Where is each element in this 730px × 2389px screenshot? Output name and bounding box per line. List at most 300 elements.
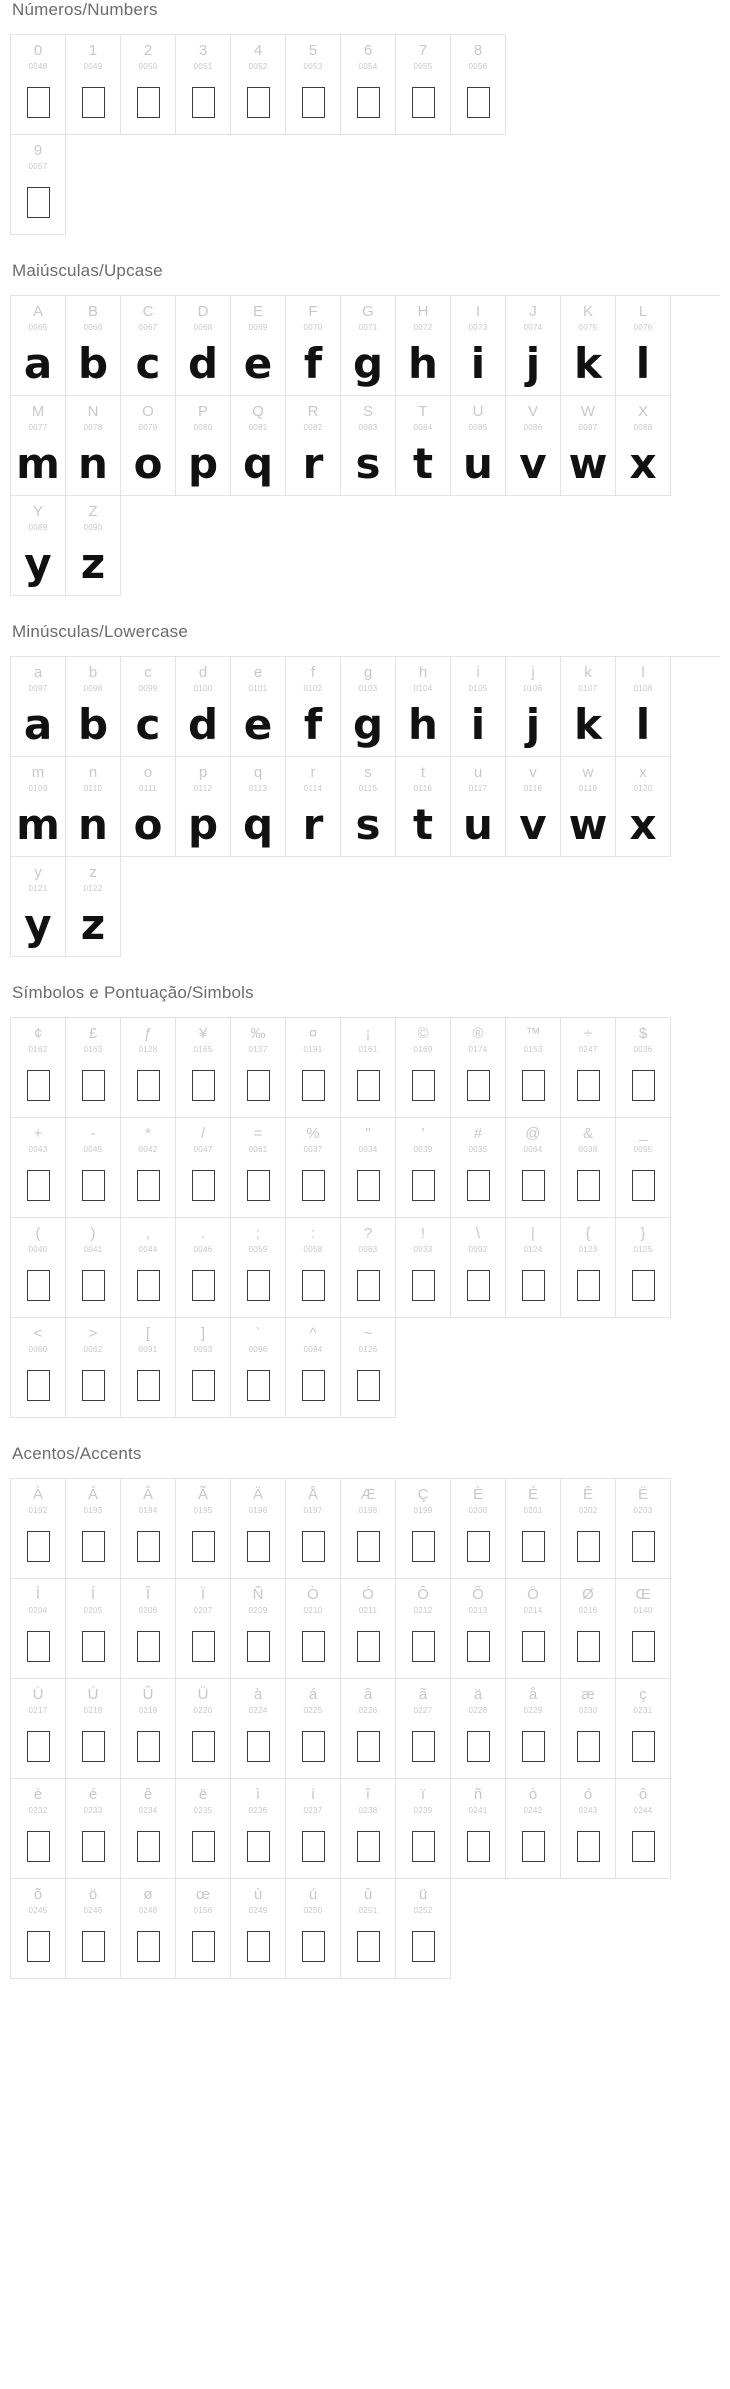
glyph-cell[interactable] <box>176 1118 231 1218</box>
glyph-cell[interactable] <box>561 657 616 757</box>
notdef-box-icon <box>137 1170 160 1201</box>
notdef-box-icon <box>357 1831 380 1862</box>
glyph-preview <box>231 1054 285 1117</box>
glyph-cell[interactable] <box>341 1679 396 1779</box>
glyph-cell[interactable] <box>66 1218 121 1318</box>
glyph-rendered: w <box>568 799 608 849</box>
glyph-cell[interactable] <box>341 1018 396 1118</box>
glyph-cell[interactable] <box>341 1218 396 1318</box>
glyph-preview <box>66 1054 120 1117</box>
glyph-cell[interactable] <box>66 1479 121 1579</box>
glyph-cell[interactable] <box>341 1579 396 1679</box>
glyph-preview <box>396 793 450 856</box>
glyph-code-label: 0069 <box>248 323 268 332</box>
notdef-box-icon <box>577 1270 600 1301</box>
glyph-cell[interactable] <box>121 1779 176 1879</box>
glyph-cell[interactable] <box>121 1318 176 1418</box>
glyph-cell[interactable] <box>451 1779 506 1879</box>
glyph-cell[interactable] <box>506 657 561 757</box>
glyph-cell[interactable] <box>176 396 231 496</box>
glyph-char-label: P <box>197 403 208 420</box>
glyph-cell[interactable] <box>506 1218 561 1318</box>
glyph-cell[interactable] <box>561 1679 616 1779</box>
glyph-preview <box>231 1815 285 1878</box>
glyph-cell[interactable] <box>121 35 176 135</box>
glyph-cell[interactable] <box>561 1118 616 1218</box>
glyph-code-label: 0056 <box>468 62 488 71</box>
glyph-cell[interactable] <box>176 1879 231 1979</box>
glyph-cell[interactable] <box>11 1118 66 1218</box>
glyph-cell[interactable] <box>11 657 66 757</box>
glyph-cell[interactable] <box>286 1479 341 1579</box>
glyph-char-label: Æ <box>360 1486 376 1503</box>
glyph-code-label: 0077 <box>28 423 48 432</box>
glyph-char-label: î <box>365 1786 371 1803</box>
glyph-cell[interactable] <box>66 296 121 396</box>
notdef-box-icon <box>632 1170 655 1201</box>
glyph-preview <box>396 1915 450 1978</box>
glyph-cell[interactable] <box>231 35 286 135</box>
glyph-cell[interactable] <box>451 35 506 135</box>
glyph-rendered: l <box>635 699 651 749</box>
glyph-code-label: 0224 <box>248 1706 268 1715</box>
glyph-char-label: < <box>33 1325 43 1342</box>
glyph-char-label: ñ <box>473 1786 483 1803</box>
glyph-code-label: 0064 <box>523 1145 543 1154</box>
glyph-code-label: 0100 <box>193 684 213 693</box>
glyph-cell[interactable] <box>286 1118 341 1218</box>
glyph-preview <box>616 1054 670 1117</box>
notdef-box-icon <box>247 1370 270 1401</box>
glyph-cell[interactable] <box>506 1679 561 1779</box>
glyph-cell[interactable] <box>396 1118 451 1218</box>
glyph-cell[interactable] <box>396 1479 451 1579</box>
glyph-cell[interactable] <box>396 1779 451 1879</box>
glyph-code-label: 0084 <box>413 423 433 432</box>
glyph-preview <box>506 1154 560 1217</box>
glyph-rendered: q <box>242 438 274 488</box>
notdef-box-icon <box>82 1531 105 1562</box>
glyph-cell[interactable] <box>451 1679 506 1779</box>
notdef-box-icon <box>577 1531 600 1562</box>
glyph-cell[interactable] <box>506 1779 561 1879</box>
glyph-code-label: 0121 <box>28 884 48 893</box>
glyph-cell[interactable] <box>451 1118 506 1218</box>
glyph-cell[interactable] <box>451 657 506 757</box>
glyph-preview <box>451 693 505 756</box>
glyph-preview <box>121 1615 175 1678</box>
notdef-box-icon <box>82 1831 105 1862</box>
glyph-char-label: û <box>363 1886 373 1903</box>
glyph-char-label: H <box>417 303 429 320</box>
glyph-cell[interactable] <box>231 1018 286 1118</box>
glyph-char-label: Ü <box>197 1686 209 1703</box>
glyph-cell[interactable] <box>341 657 396 757</box>
glyph-rendered: z <box>80 538 106 588</box>
glyph-cell[interactable] <box>121 396 176 496</box>
glyph-preview <box>286 1354 340 1417</box>
glyph-preview <box>231 432 285 495</box>
glyph-code-label: 0212 <box>413 1606 433 1615</box>
glyph-cell[interactable] <box>286 1779 341 1879</box>
glyph-rendered: a <box>23 699 53 749</box>
glyph-cell[interactable] <box>66 496 121 596</box>
glyph-code-label: 0238 <box>358 1806 378 1815</box>
notdef-box-icon <box>467 1070 490 1101</box>
glyph-preview <box>616 1715 670 1778</box>
glyph-preview <box>66 1915 120 1978</box>
glyph-cell[interactable] <box>11 1579 66 1679</box>
glyph-cell[interactable] <box>121 1579 176 1679</box>
glyph-char-label: / <box>200 1125 206 1142</box>
glyph-cell[interactable] <box>66 1879 121 1979</box>
glyph-code-label: 0191 <box>303 1045 323 1054</box>
glyph-cell[interactable] <box>231 1679 286 1779</box>
glyph-rendered: q <box>242 799 274 849</box>
glyph-char-label: ê <box>143 1786 153 1803</box>
glyph-cell[interactable] <box>616 757 671 857</box>
glyph-char-label: n <box>88 764 98 781</box>
glyph-cell[interactable] <box>451 296 506 396</box>
glyph-code-label: 0096 <box>248 1345 268 1354</box>
glyph-cell[interactable] <box>11 757 66 857</box>
glyph-cell[interactable] <box>11 496 66 596</box>
glyph-char-label: $ <box>638 1025 648 1042</box>
glyph-cell[interactable] <box>121 1679 176 1779</box>
glyph-cell[interactable] <box>341 396 396 496</box>
glyph-cell[interactable] <box>121 296 176 396</box>
glyph-cell[interactable] <box>561 1018 616 1118</box>
glyph-cell[interactable] <box>451 757 506 857</box>
glyph-cell[interactable] <box>11 35 66 135</box>
glyph-cell[interactable] <box>286 1879 341 1979</box>
glyph-cell[interactable] <box>561 396 616 496</box>
glyph-cell[interactable] <box>286 757 341 857</box>
glyph-char-label: Ú <box>87 1686 99 1703</box>
glyph-char-label: N <box>87 403 99 420</box>
glyph-cell[interactable] <box>66 396 121 496</box>
glyph-cell[interactable] <box>11 396 66 496</box>
glyph-preview <box>11 1354 65 1417</box>
glyph-cell[interactable] <box>451 1218 506 1318</box>
glyph-cell[interactable] <box>121 1479 176 1579</box>
glyph-cell[interactable] <box>396 1579 451 1679</box>
glyph-code-label: 0126 <box>358 1345 378 1354</box>
glyph-cell[interactable] <box>66 1579 121 1679</box>
notdef-box-icon <box>302 1531 325 1562</box>
glyph-section <box>10 983 720 1418</box>
glyph-preview <box>11 793 65 856</box>
glyph-cell[interactable] <box>561 1579 616 1679</box>
glyph-cell[interactable] <box>66 657 121 757</box>
glyph-code-label: 0161 <box>358 1045 378 1054</box>
glyph-char-label: = <box>253 1125 263 1142</box>
glyph-cell[interactable] <box>616 296 671 396</box>
glyph-preview <box>121 793 175 856</box>
glyph-cell[interactable] <box>176 296 231 396</box>
glyph-cell[interactable] <box>616 1018 671 1118</box>
glyph-code-label: 0101 <box>248 684 268 693</box>
glyph-cell[interactable] <box>341 1318 396 1418</box>
glyph-cell[interactable] <box>451 1579 506 1679</box>
glyph-code-label: 0174 <box>468 1045 488 1054</box>
glyph-preview <box>341 1815 395 1878</box>
notdef-box-icon <box>192 1170 215 1201</box>
glyph-code-label: 0074 <box>523 323 543 332</box>
glyph-cell[interactable] <box>286 296 341 396</box>
glyph-preview <box>11 1615 65 1678</box>
glyph-preview <box>286 693 340 756</box>
notdef-box-icon <box>467 1731 490 1762</box>
glyph-preview <box>11 1154 65 1217</box>
glyph-cell[interactable] <box>11 1479 66 1579</box>
notdef-box-icon <box>302 1270 325 1301</box>
notdef-box-icon <box>82 87 105 118</box>
glyph-cell[interactable] <box>561 757 616 857</box>
glyph-preview <box>66 71 120 134</box>
glyph-cell[interactable] <box>561 1779 616 1879</box>
glyph-char-label: Ê <box>582 1486 593 1503</box>
glyph-cell[interactable] <box>396 35 451 135</box>
glyph-cell[interactable] <box>286 657 341 757</box>
glyph-preview <box>176 1515 230 1578</box>
glyph-char-label: È <box>472 1486 483 1503</box>
glyph-rendered: z <box>80 899 106 949</box>
glyph-char-label: ç <box>639 1686 647 1703</box>
glyph-preview <box>561 693 615 756</box>
glyph-cell[interactable] <box>176 1479 231 1579</box>
glyph-cell[interactable] <box>616 657 671 757</box>
glyph-cell[interactable] <box>616 1118 671 1218</box>
glyph-code-label: 0060 <box>28 1345 48 1354</box>
glyph-cell[interactable] <box>231 1579 286 1679</box>
glyph-cell[interactable] <box>11 1018 66 1118</box>
glyph-cell[interactable] <box>176 757 231 857</box>
glyph-cell[interactable] <box>121 757 176 857</box>
glyph-cell[interactable] <box>561 1218 616 1318</box>
glyph-cell[interactable] <box>506 1018 561 1118</box>
glyph-preview <box>451 1054 505 1117</box>
glyph-cell[interactable] <box>11 296 66 396</box>
glyph-cell[interactable] <box>616 1218 671 1318</box>
glyph-cell[interactable] <box>506 1579 561 1679</box>
glyph-cell[interactable] <box>176 35 231 135</box>
glyph-cell[interactable] <box>506 396 561 496</box>
glyph-code-label: 0067 <box>138 323 158 332</box>
glyph-cell[interactable] <box>396 757 451 857</box>
glyph-cell[interactable] <box>616 1679 671 1779</box>
glyph-cell[interactable] <box>286 1579 341 1679</box>
glyph-preview <box>176 1154 230 1217</box>
glyph-code-label: 0236 <box>248 1806 268 1815</box>
glyph-preview <box>396 1054 450 1117</box>
notdef-box-icon <box>522 1631 545 1662</box>
glyph-cell[interactable] <box>396 296 451 396</box>
glyph-char-label: V <box>527 403 538 420</box>
glyph-cell[interactable] <box>176 1579 231 1679</box>
glyph-cell[interactable] <box>176 657 231 757</box>
glyph-cell[interactable] <box>561 1479 616 1579</box>
glyph-cell[interactable] <box>396 1679 451 1779</box>
glyph-code-label: 0228 <box>468 1706 488 1715</box>
glyph-cell[interactable] <box>66 1018 121 1118</box>
notdef-box-icon <box>412 1831 435 1862</box>
glyph-cell[interactable] <box>231 396 286 496</box>
notdef-box-icon <box>577 1731 600 1762</box>
glyph-cell[interactable] <box>286 396 341 496</box>
glyph-preview <box>176 1915 230 1978</box>
glyph-cell[interactable] <box>286 1218 341 1318</box>
notdef-box-icon <box>247 1531 270 1562</box>
glyph-char-label: s <box>364 764 372 781</box>
glyph-char-label: | <box>531 1225 535 1242</box>
glyph-code-label: 0242 <box>523 1806 543 1815</box>
glyph-cell[interactable] <box>66 857 121 957</box>
glyph-cell[interactable] <box>176 1018 231 1118</box>
glyph-cell[interactable] <box>121 1118 176 1218</box>
glyph-cell[interactable] <box>11 1318 66 1418</box>
glyph-cell[interactable] <box>341 1118 396 1218</box>
glyph-cell[interactable] <box>616 1579 671 1679</box>
glyph-cell[interactable] <box>121 1879 176 1979</box>
glyph-cell[interactable] <box>341 1879 396 1979</box>
glyph-cell[interactable] <box>11 1218 66 1318</box>
glyph-char-label: Ó <box>362 1586 374 1603</box>
glyph-code-label: 0195 <box>193 1506 213 1515</box>
glyph-char-label: Ø <box>582 1586 594 1603</box>
glyph-preview <box>506 332 560 395</box>
glyph-cell[interactable] <box>176 1318 231 1418</box>
glyph-preview <box>176 71 230 134</box>
glyph-cell[interactable] <box>11 1779 66 1879</box>
glyph-cell[interactable] <box>231 757 286 857</box>
glyph-cell[interactable] <box>11 135 66 235</box>
glyph-cell[interactable] <box>616 396 671 496</box>
glyph-code-label: 0124 <box>523 1245 543 1254</box>
glyph-cell[interactable] <box>396 1879 451 1979</box>
glyph-cell[interactable] <box>451 396 506 496</box>
glyph-cell[interactable] <box>231 1879 286 1979</box>
glyph-cell[interactable] <box>396 1018 451 1118</box>
glyph-cell[interactable] <box>616 1779 671 1879</box>
glyph-char-label: T <box>418 403 428 420</box>
glyph-cell[interactable] <box>286 1018 341 1118</box>
glyph-cell[interactable] <box>396 396 451 496</box>
glyph-cell[interactable] <box>231 296 286 396</box>
glyph-cell[interactable] <box>176 1779 231 1879</box>
notdef-box-icon <box>137 1631 160 1662</box>
notdef-box-icon <box>522 1070 545 1101</box>
glyph-rendered: p <box>187 438 219 488</box>
glyph-cell[interactable] <box>11 857 66 957</box>
glyph-cell[interactable] <box>66 1318 121 1418</box>
glyph-cell[interactable] <box>231 1779 286 1879</box>
glyph-cell[interactable] <box>506 1118 561 1218</box>
glyph-char-label: _ <box>638 1125 648 1142</box>
glyph-cell[interactable] <box>231 1318 286 1418</box>
glyph-cell[interactable] <box>11 1879 66 1979</box>
glyph-rendered: h <box>408 699 438 749</box>
glyph-preview <box>11 893 65 956</box>
glyph-preview <box>506 793 560 856</box>
glyph-cell[interactable] <box>66 757 121 857</box>
glyph-cell[interactable] <box>121 657 176 757</box>
glyph-preview <box>176 1815 230 1878</box>
glyph-cell[interactable] <box>341 757 396 857</box>
glyph-cell[interactable] <box>66 1779 121 1879</box>
glyph-cell[interactable] <box>176 1679 231 1779</box>
glyph-cell[interactable] <box>616 1479 671 1579</box>
glyph-cell[interactable] <box>286 1318 341 1418</box>
notdef-box-icon <box>302 1931 325 1962</box>
glyph-code-label: 0089 <box>28 523 48 532</box>
glyph-char-label: d <box>198 664 208 681</box>
glyph-code-label: 0241 <box>468 1806 488 1815</box>
glyph-cell[interactable] <box>341 1779 396 1879</box>
notdef-box-icon <box>27 1170 50 1201</box>
glyph-char-label: j <box>531 664 535 681</box>
glyph-cell[interactable] <box>506 296 561 396</box>
glyph-cell[interactable] <box>66 35 121 135</box>
glyph-char-label: " <box>365 1125 371 1142</box>
notdef-box-icon <box>467 1270 490 1301</box>
glyph-code-label: 0043 <box>28 1145 48 1154</box>
glyph-code-label: 0108 <box>633 684 653 693</box>
glyph-preview <box>451 1254 505 1317</box>
glyph-cell[interactable] <box>341 296 396 396</box>
glyph-cell[interactable] <box>561 296 616 396</box>
notdef-box-icon <box>192 1070 215 1101</box>
glyph-cell[interactable] <box>451 1479 506 1579</box>
glyph-char-label: k <box>584 664 592 681</box>
glyph-cell[interactable] <box>121 1218 176 1318</box>
glyph-cell[interactable] <box>451 1018 506 1118</box>
glyph-cell[interactable] <box>341 1479 396 1579</box>
notdef-box-icon <box>302 87 325 118</box>
glyph-char-label: Ñ <box>252 1586 264 1603</box>
glyph-cell[interactable] <box>396 657 451 757</box>
glyph-cell[interactable] <box>121 1018 176 1118</box>
glyph-cell[interactable] <box>506 1479 561 1579</box>
glyph-char-label: ® <box>472 1025 484 1042</box>
glyph-preview <box>231 1515 285 1578</box>
glyph-cell[interactable] <box>231 657 286 757</box>
glyph-cell[interactable] <box>66 1118 121 1218</box>
glyph-char-label: i <box>476 664 480 681</box>
glyph-cell[interactable] <box>506 757 561 857</box>
glyph-cell[interactable] <box>286 35 341 135</box>
glyph-cell[interactable] <box>176 1218 231 1318</box>
glyph-cell[interactable] <box>11 1679 66 1779</box>
glyph-rendered: i <box>470 338 486 388</box>
glyph-cell[interactable] <box>286 1679 341 1779</box>
glyph-cell[interactable] <box>231 1479 286 1579</box>
glyph-code-label: 0214 <box>523 1606 543 1615</box>
glyph-code-label: 0057 <box>28 162 48 171</box>
glyph-preview <box>451 793 505 856</box>
glyph-cell[interactable] <box>231 1118 286 1218</box>
glyph-code-label: 0041 <box>83 1245 103 1254</box>
glyph-code-label: 0068 <box>193 323 213 332</box>
glyph-cell[interactable] <box>231 1218 286 1318</box>
glyph-rendered: v <box>519 799 547 849</box>
glyph-code-label: 0230 <box>578 1706 598 1715</box>
notdef-box-icon <box>82 1270 105 1301</box>
glyph-preview <box>286 1054 340 1117</box>
glyph-cell[interactable] <box>66 1679 121 1779</box>
glyph-cell[interactable] <box>341 35 396 135</box>
glyph-cell[interactable] <box>396 1218 451 1318</box>
